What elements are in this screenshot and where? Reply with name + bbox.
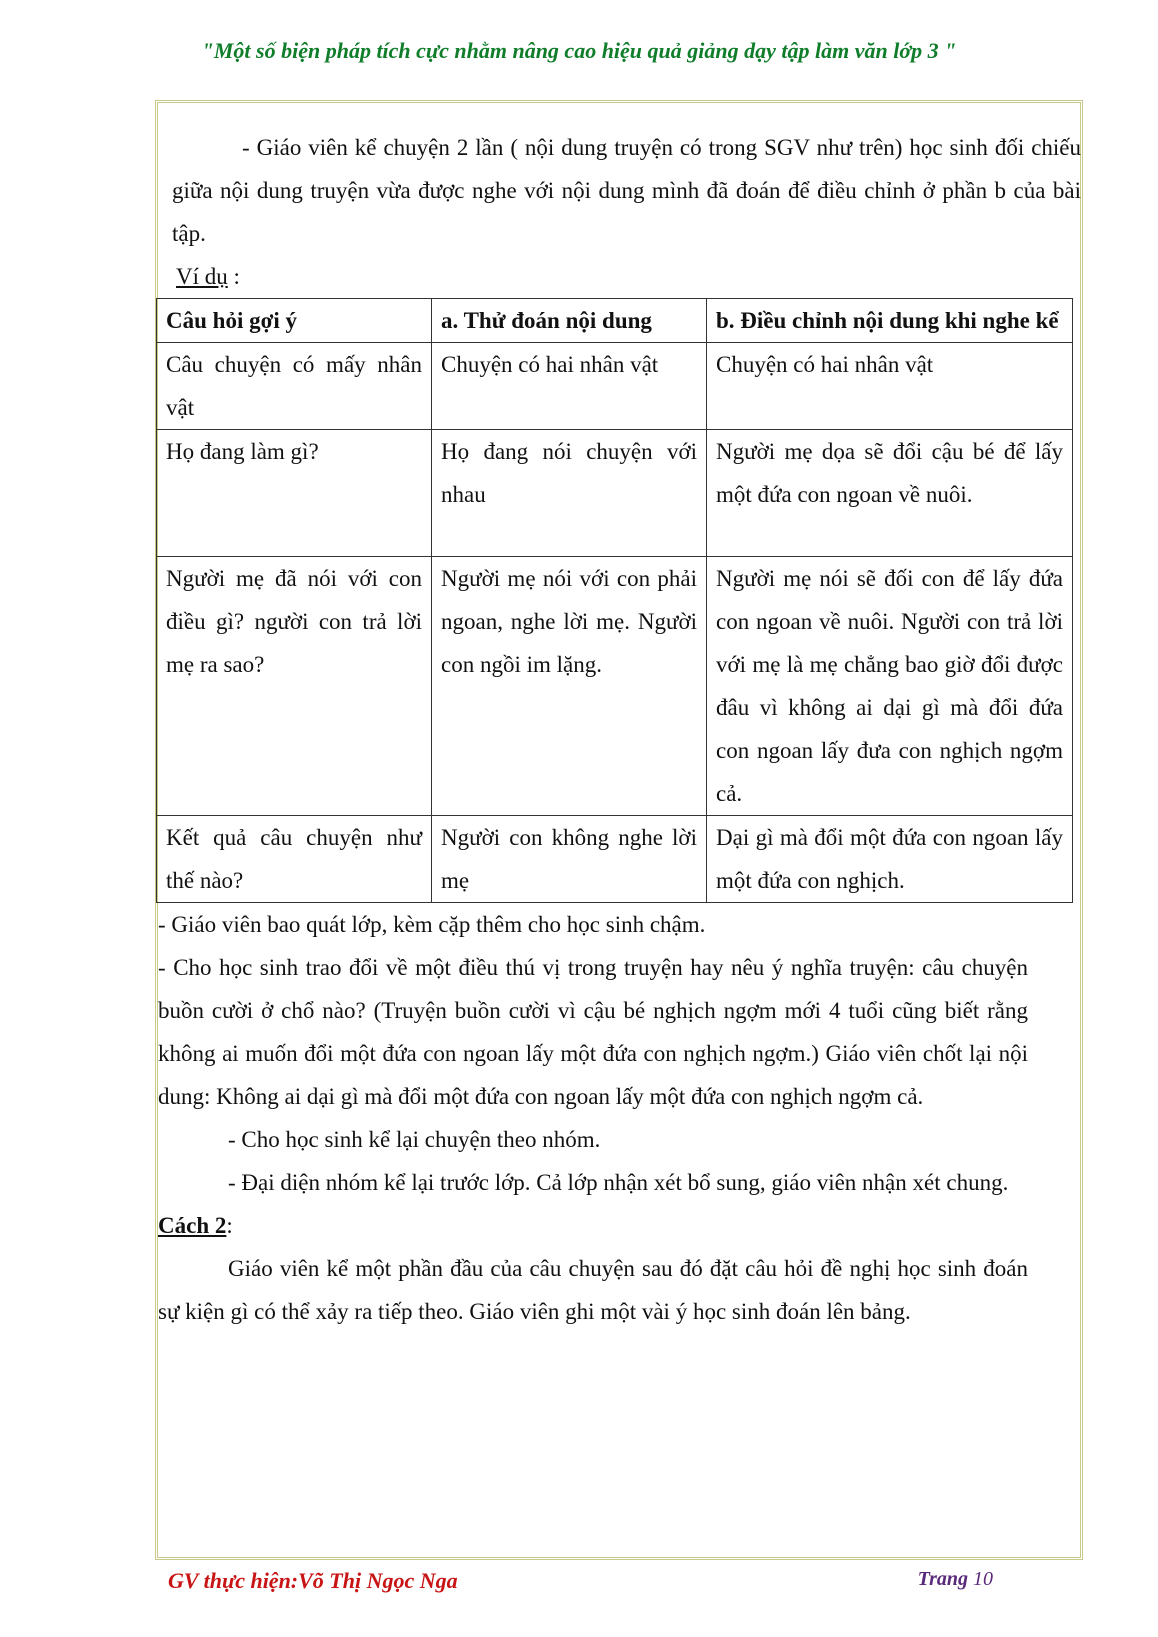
- table-header-cell: a. Thử đoán nội dung: [432, 299, 707, 343]
- cach2-label: Cách 2: [158, 1213, 227, 1238]
- table-row: [157, 557, 1073, 816]
- table-cell: Kết quả câu chuyện như thế nào?: [157, 816, 432, 903]
- table-cell: Chuyện có hai nhân vật: [707, 343, 1073, 430]
- body-paragraph: - Cho học sinh kể lại chuyện theo nhóm.: [228, 1127, 601, 1152]
- body-paragraph: - Đại diện nhóm kể lại trước lớp. Cả lớp nhận xét bổ sung, giáo viên nhận xét chung.: [228, 1170, 1009, 1195]
- table-cell: Dại gì mà đổi một đứa con ngoan lấy một đứa con nghịch.: [707, 816, 1073, 903]
- table-cell: Người mẹ đã nói với con điều gì? người con trả lời mẹ ra sao?: [157, 557, 432, 816]
- cach2-heading: [158, 1204, 1028, 1247]
- body-section: [158, 903, 1028, 1333]
- table-cell: Câu chuyện có mấy nhân vật: [157, 343, 432, 430]
- table-header-cell: b. Điều chỉnh nội dung khi nghe kể: [707, 299, 1073, 343]
- footer-page-number: 10: [973, 1568, 993, 1590]
- table-cell: Người con không nghe lời mẹ: [432, 816, 707, 903]
- footer-author: GV thực hiện:Võ Thị Ngọc Nga: [168, 1568, 458, 1593]
- body-paragraph: - Giáo viên bao quát lớp, kèm cặp thêm cho học sinh chậm.: [158, 912, 706, 937]
- table-row: [157, 816, 1073, 903]
- table-cell: Họ đang làm gì?: [157, 430, 432, 557]
- table-cell: Người mẹ nói với con phải ngoan, nghe lời mẹ. Người con ngồi im lặng.: [432, 557, 707, 816]
- footer-page: [918, 1568, 993, 1591]
- table-cell: Người mẹ dọa sẽ đổi cậu bé để lấy một đứa con ngoan về nuôi.: [707, 430, 1073, 557]
- table-header-cell: Câu hỏi gợi ý: [157, 299, 432, 343]
- example-line: [166, 255, 1081, 298]
- page-header-title: "Một số biện pháp tích cực nhằm nâng cao hiệu quả giảng dạy tập làm văn lớp 3 ": [201, 38, 957, 63]
- table-cell: Họ đang nói chuyện với nhau: [432, 430, 707, 557]
- example-table: [156, 298, 1073, 903]
- cach2-colon: :: [226, 1213, 233, 1238]
- table-row: [157, 343, 1073, 430]
- table-header-row: [157, 299, 1073, 343]
- intro-paragraph: - Giáo viên kể chuyện 2 lần ( nội dung truyện có trong SGV như trên) học sinh đối chiếu giữa nội dung truyện vừa được nghe với nội dung mình đã đoán để điều chỉnh ở phần b của bài tập.: [172, 135, 1081, 246]
- example-label: Ví dụ: [176, 264, 228, 289]
- body-paragraph: Giáo viên kể một phần đầu của câu chuyện sau đó đặt câu hỏi đề nghị học sinh đoán sự kiện gì có thể xảy ra tiếp theo. Giáo viên ghi một vài ý học sinh đoán lên bảng.: [158, 1256, 1028, 1324]
- footer-page-label: Trang: [917, 1568, 968, 1590]
- example-colon: :: [227, 264, 240, 289]
- page-content: [158, 126, 1081, 1333]
- table-row: [157, 430, 1073, 557]
- table-cell: Chuyện có hai nhân vật: [432, 343, 707, 430]
- table-cell: Người mẹ nói sẽ đối con để lấy đứa con ngoan về nuôi. Người con trả lời với mẹ là mẹ chẳng bao giờ đổi được đâu vì không ai dại gì mà đổi đứa con ngoan lấy đưa con nghịch ngợm cả.: [707, 557, 1073, 816]
- body-paragraph: - Cho học sinh trao đổi về một điều thú vị trong truyện hay nêu ý nghĩa truyện: câu chuyện buồn cười ở chổ nào? (Truyện buồn cười vì cậu bé nghịch ngợm mới 4 tuổi cũng biết rằng không ai muốn đổi một đứa con ngoan lấy một đứa con nghịch ngợm.) Giáo viên chốt lại nội dung: Không ai dại gì mà đổi một đứa con ngoan lấy một đứa con nghịch ngợm cả.: [158, 955, 1028, 1109]
